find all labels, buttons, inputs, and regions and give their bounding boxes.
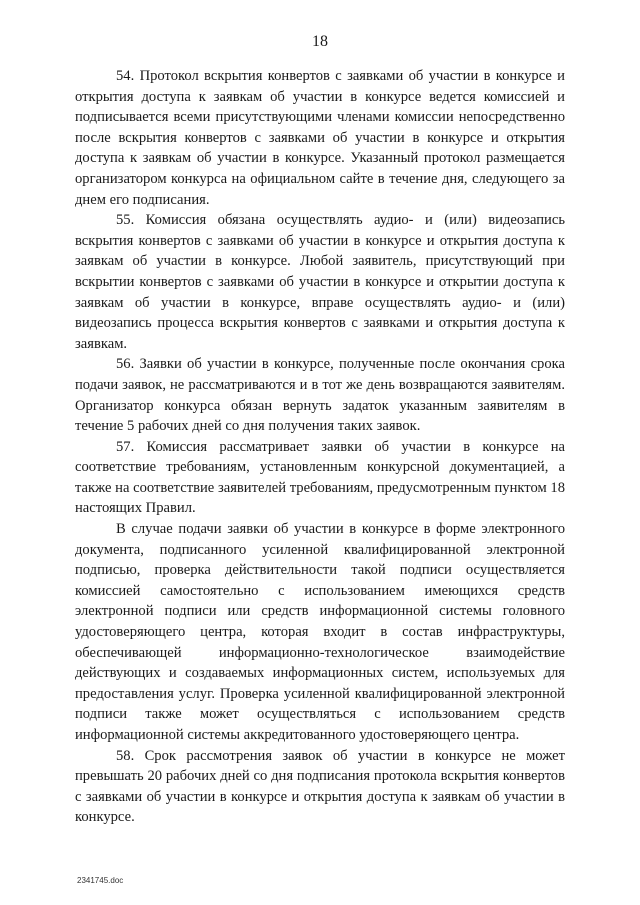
paragraph-57: 57. Комиссия рассматривает заявки об участии в конкурсе на соответствие требованиям, установленным конкурсной документацией, а также на соответствие заявителей требованиям, предусмотренным пунктом 18 настоящих Правил.: [75, 438, 565, 517]
paragraph-58: 58. Срок рассмотрения заявок об участии в конкурсе не может превышать 20 рабочих дней со дня подписания протокола вскрытия конвертов с заявками об участии в конкурсе и открытия доступа к заявкам об участии в конкурсе.: [75, 747, 565, 826]
paragraph-54: 54. Протокол вскрытия конвертов с заявками об участии в конкурсе и открытия доступа к заявкам об участии в конкурсе ведется комиссией и подписывается всеми присутствующими членами комиссии непосредственно после вскрытия конвертов с заявками об участии в конкурсе и открытия доступа к заявкам об участии в конкурсе. Указанный протокол размещается организатором конкурса на официальном сайте в течение дня, следующего за днем его подписания.: [75, 68, 565, 208]
document-body: [75, 66, 565, 828]
page-number: 18: [312, 33, 328, 50]
footer-filename: 2341745.doc: [77, 876, 124, 885]
paragraph-56: 56. Заявки об участии в конкурсе, полученные после окончания срока подачи заявок, не рассматриваются и в тот же день возвращаются заявителям. Организатор конкурса обязан вернуть задаток указанным заявителям в течение 5 рабочих дней со дня получения таких заявок.: [75, 356, 565, 435]
paragraph-55: 55. Комиссия обязана осуществлять аудио- и (или) видеозапись вскрытия конвертов с заявками об участии в конкурсе и открытия доступа к заявкам об участии в конкурсе. Любой заявитель, присутствующий при вскрытии конвертов с заявками об участии в конкурсе и открытии доступа к заявкам об участии в конкурсе, вправе осуществлять аудио- и (или) видеозапись процесса вскрытия конвертов с заявками и открытия доступа к заявкам.: [75, 212, 565, 352]
paragraph-57-electronic-signature: В случае подачи заявки об участии в конкурсе в форме электронного документа, подписанного усиленной квалифицированной электронной подписью, проверка действительности такой подписи осуществляется комиссией самостоятельно с использованием имеющихся средств электронной подписи или средств информационной системы головного удостоверяющего центра, которая входит в состав инфраструктуры, обеспечивающей информационно-технологическое взаимодействие действующих и создаваемых информационных систем, используемых для предоставления услуг. Проверка усиленной квалифицированной электронной подписи также может осуществляться с использованием средств информационной системы аккредитованного удостоверяющего центра.: [75, 521, 565, 743]
